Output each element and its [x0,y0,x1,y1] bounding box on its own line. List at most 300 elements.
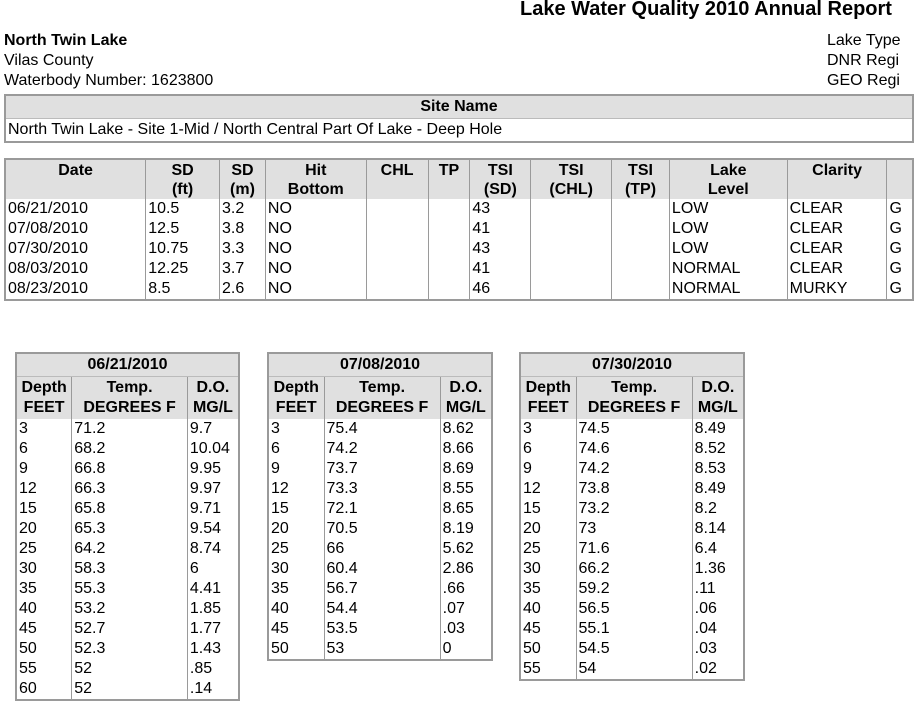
profile-row [16,459,239,479]
table-cell [612,259,670,279]
profile-row [520,559,744,579]
profile-cell: 65.8 [72,499,188,519]
table-cell [366,259,428,279]
column-header-line: CHL [380,162,414,179]
profile-cell: 52.7 [72,619,188,639]
profile-cell: 9.7 [187,419,239,439]
profile-row [268,419,492,439]
profile-row [16,539,239,559]
profile-row [268,479,492,499]
profile-cell: 54.5 [576,639,692,659]
profile-row [520,599,744,619]
profile-row [520,439,744,459]
profile-cell: 52.3 [72,639,188,659]
profile-cell: 20 [523,520,541,537]
profile-cell: 53 [324,639,440,660]
profile-cell: 60 [19,680,37,697]
profile-cell: 35 [523,580,541,597]
profile-cell: 66 [324,539,440,559]
profile-row [268,559,492,579]
profile-cell: 54.4 [324,599,440,619]
profile-cell: 1.36 [692,559,744,579]
profile-row [268,619,492,639]
table-row [5,239,913,259]
column-header-line: (m) [230,181,255,198]
table-cell: NO [265,279,366,300]
profile-cell: 60.4 [324,559,440,579]
table-cell: 07/08/2010 [8,220,89,237]
profile-cell: 55.1 [576,619,692,639]
profile-cell: 3 [19,420,28,437]
profile-cell: 8.69 [440,459,492,479]
table-cell [366,199,428,219]
profile-cell: 8.74 [187,539,239,559]
table-cell [612,279,670,300]
profile-cell: 6 [523,440,532,457]
column-header-line: TSI [487,162,513,179]
profile-cell: 58.3 [72,559,188,579]
profile-header-line: Temp. [106,379,153,396]
profile-cell: 2.86 [440,559,492,579]
profile-cell: 9.97 [187,479,239,499]
profile-cell: 74.6 [576,439,692,459]
profile-column-header [268,377,324,420]
profile-cell: 20 [271,520,289,537]
profile-cell: 3 [523,420,532,437]
dnr-region-label: DNR Regi [827,52,900,69]
report-title: Lake Water Quality 2010 Annual Report [520,0,892,20]
profile-cell: 75.4 [324,419,440,439]
profile-row [268,459,492,479]
site-name-table [4,94,914,143]
table-cell: G [887,259,913,279]
profile-row [520,519,744,539]
table-cell: 46 [470,279,531,300]
table-row [5,279,913,300]
column-header [265,159,366,199]
column-header-line: Level [707,181,749,198]
table-cell: 3.8 [220,219,266,239]
profile-cell: .02 [692,659,744,680]
profile-cell: 45 [271,620,289,637]
profile-date: 07/30/2010 [520,353,744,377]
profile-table-3 [519,352,745,681]
profile-row [520,659,744,680]
profile-cell: 30 [19,560,37,577]
table-cell: G [887,199,913,219]
profile-cell: 15 [523,500,541,517]
profile-cell: .66 [440,579,492,599]
column-header-line: TP [438,162,460,179]
table-cell: NO [265,239,366,259]
profile-cell: 66.2 [576,559,692,579]
profile-cell: .14 [187,679,239,700]
column-header-line: (SD) [483,181,517,198]
profile-cell: 15 [19,500,37,517]
profile-cell: 52 [72,679,188,700]
profile-cell: 56.5 [576,599,692,619]
profile-cell: 71.2 [72,419,188,439]
profile-cell: 35 [271,580,289,597]
profile-cell: 9 [523,460,532,477]
profile-cell: 1.85 [187,599,239,619]
profile-header-line: FEET [275,399,317,416]
column-header-line: (CHL) [549,181,593,198]
profile-header-line: Depth [525,379,571,396]
profile-row [16,519,239,539]
profile-header-line: MG/L [697,399,738,416]
profile-cell: 1.77 [187,619,239,639]
column-header-line: SD [171,162,194,179]
profile-column-header [324,377,440,420]
column-header [366,159,428,199]
lake-type-label: Lake Type [827,32,901,49]
table-cell: NO [265,219,366,239]
table-cell: CLEAR [787,199,887,219]
profile-table-2 [267,352,493,661]
column-header-line [6,180,145,199]
profile-row [16,559,239,579]
profile-column-header [72,377,188,420]
table-cell [531,279,612,300]
profile-header-line: DEGREES F [83,399,176,416]
secchi-data-table [4,158,914,301]
table-cell [366,219,428,239]
column-header-line [429,180,470,199]
profile-cell: 4.41 [187,579,239,599]
table-cell: 2.6 [220,279,266,300]
table-cell: 12.5 [146,219,220,239]
column-header [146,159,220,199]
column-header [5,159,146,199]
table-cell [366,239,428,259]
profile-cell: 65.3 [72,519,188,539]
profile-row [520,479,744,499]
table-cell: NORMAL [669,279,787,300]
table-cell: CLEAR [787,239,887,259]
table-cell: 07/30/2010 [8,240,89,257]
table-row [5,259,913,279]
column-header [220,159,266,199]
profile-cell: 8.49 [692,419,744,439]
profile-header-line: DEGREES F [335,399,429,416]
profile-cell: .07 [440,599,492,619]
table-cell: 43 [470,239,531,259]
profile-cell: 50 [271,640,289,657]
table-cell [531,199,612,219]
column-header-line: SD [231,162,254,179]
column-header-line [887,180,912,199]
lake-meta-labels [827,31,901,91]
profile-date: 06/21/2010 [16,353,239,377]
profile-cell: .03 [440,619,492,639]
profile-cell: 0 [440,639,492,660]
waterbody-number: Waterbody Number: 1623800 [4,72,214,89]
profile-cell: 3 [271,420,280,437]
profile-cell: 9.71 [187,499,239,519]
table-cell: NO [265,199,366,219]
profile-cell: 40 [19,600,37,617]
profile-cell: 20 [19,520,37,537]
profile-cell: .06 [692,599,744,619]
profile-header-line: Temp. [611,379,658,396]
column-header [612,159,670,199]
profile-row [16,619,239,639]
profile-row [16,659,239,679]
table-cell [428,279,470,300]
profile-header-line: FEET [527,399,569,416]
profile-row [268,639,492,660]
profile-header-line: D.O. [701,379,735,396]
profile-cell: 12 [523,480,541,497]
profile-cell: 72.1 [324,499,440,519]
column-header-line: (ft) [171,181,194,198]
table-cell: 3.7 [220,259,266,279]
column-header [787,159,887,199]
profile-header-line: MG/L [192,399,233,416]
profile-row [520,619,744,639]
profile-cell: 74.5 [576,419,692,439]
profile-header-line: MG/L [445,399,486,416]
profile-cell: 45 [19,620,37,637]
table-cell: G [887,279,913,300]
column-header [428,159,470,199]
profile-cell: 56.7 [324,579,440,599]
table-cell [531,219,612,239]
table-cell: LOW [669,219,787,239]
profile-cell: 73.7 [324,459,440,479]
profile-header-line: Depth [21,379,67,396]
site-name-header: Site Name [5,95,913,119]
column-header [470,159,531,199]
profile-cell: 5.62 [440,539,492,559]
column-header [669,159,787,199]
profile-row [268,539,492,559]
geo-region-label: GEO Regi [827,72,900,89]
profile-cell: 9.54 [187,519,239,539]
table-cell: NO [265,259,366,279]
profile-cell: .04 [692,619,744,639]
table-cell [428,219,470,239]
profile-row [16,419,239,439]
table-cell: 08/23/2010 [8,280,89,297]
profile-cell: 8.65 [440,499,492,519]
profile-row [16,639,239,659]
profile-row [268,599,492,619]
county: Vilas County [4,52,94,69]
profile-cell: 8.66 [440,439,492,459]
profile-table-1 [15,352,240,701]
profile-row [268,499,492,519]
profile-cell: 30 [523,560,541,577]
profile-cell: 8.53 [692,459,744,479]
profile-cell: 6.4 [692,539,744,559]
table-cell [531,239,612,259]
table-cell: CLEAR [787,259,887,279]
profile-cell: 73.3 [324,479,440,499]
profile-row [16,499,239,519]
column-header-line: (TP) [624,181,657,198]
profile-row [268,579,492,599]
profile-cell: 52 [72,659,188,679]
column-header-line: Clarity [812,162,862,179]
profile-cell: 66.8 [72,459,188,479]
profile-cell: 59.2 [576,579,692,599]
profile-cell: 25 [271,540,289,557]
table-cell [531,259,612,279]
table-cell: LOW [669,199,787,219]
profile-cell: 73.8 [576,479,692,499]
table-cell: LOW [669,239,787,259]
profile-row [16,679,239,700]
profile-column-header [692,377,744,420]
profile-header-line: DEGREES F [587,399,681,416]
profile-header-line: Depth [273,379,319,396]
profile-cell: 73.2 [576,499,692,519]
table-cell: 10.75 [146,239,220,259]
profile-cell: 8.49 [692,479,744,499]
profile-column-header [576,377,692,420]
profile-header-line: D.O. [449,379,483,396]
table-cell: 06/21/2010 [8,200,89,217]
table-cell [612,199,670,219]
column-header-line: Bottom [287,181,344,198]
column-header [531,159,612,199]
table-cell [428,199,470,219]
column-header-line [887,161,912,180]
column-header-line: Date [58,162,93,179]
column-header-line [367,180,428,199]
profile-cell: 25 [19,540,37,557]
profile-cell: .03 [692,639,744,659]
profile-cell: 50 [19,640,37,657]
profile-cell: 10.04 [187,439,239,459]
profile-cell: 55 [19,660,37,677]
profile-cell: 73 [576,519,692,539]
profile-cell: 6 [187,559,239,579]
profile-cell: 8.14 [692,519,744,539]
profile-header-line: FEET [23,399,65,416]
profile-cell: 55 [523,660,541,677]
profile-row [16,579,239,599]
table-row [5,199,913,219]
profile-cell: 9.95 [187,459,239,479]
profile-cell: 40 [523,600,541,617]
profile-cell: 15 [271,500,289,517]
profile-column-header [440,377,492,420]
table-cell: 8.5 [146,279,220,300]
profile-cell: 50 [523,640,541,657]
table-cell: NORMAL [669,259,787,279]
table-cell: CLEAR [787,219,887,239]
profile-cell: .85 [187,659,239,679]
profile-row [16,599,239,619]
profile-cell: 6 [271,440,280,457]
profile-cell: 12 [19,480,37,497]
profile-cell: 40 [271,600,289,617]
column-header-line: TSI [558,162,584,179]
profile-cell: 55.3 [72,579,188,599]
table-cell: G [887,219,913,239]
table-cell: 41 [470,259,531,279]
profile-cell: 35 [19,580,37,597]
table-cell [612,219,670,239]
column-header-line [788,180,887,199]
profile-row [520,459,744,479]
profile-row [520,579,744,599]
profile-date: 07/08/2010 [268,353,492,377]
table-cell: 3.3 [220,239,266,259]
column-header-line: Hit [305,162,327,179]
table-cell: 3.2 [220,199,266,219]
table-cell: 41 [470,219,531,239]
profile-cell: 9 [19,460,28,477]
profile-cell: 54 [576,659,692,680]
profile-cell: 12 [271,480,289,497]
profile-row [16,479,239,499]
profile-row [520,419,744,439]
profile-cell: 8.19 [440,519,492,539]
profile-cell: 8.55 [440,479,492,499]
profile-row [520,639,744,659]
lake-info [4,31,213,91]
profile-row [268,519,492,539]
profile-cell: .11 [692,579,744,599]
profile-cell: 70.5 [324,519,440,539]
profile-cell: 71.6 [576,539,692,559]
profile-cell: 68.2 [72,439,188,459]
profile-cell: 6 [19,440,28,457]
table-cell: 43 [470,199,531,219]
profile-cell: 8.62 [440,419,492,439]
profile-cell: 30 [271,560,289,577]
column-header-line: TSI [628,162,653,179]
profile-cell: 45 [523,620,541,637]
table-row [5,219,913,239]
table-cell: 10.5 [146,199,220,219]
profile-column-header [520,377,576,420]
profile-cell: 8.52 [692,439,744,459]
profile-cell: 25 [523,540,541,557]
profile-row [520,539,744,559]
table-cell [612,239,670,259]
profile-cell: 1.43 [187,639,239,659]
profile-header-line: D.O. [196,379,230,396]
profile-cell: 74.2 [324,439,440,459]
profile-cell: 74.2 [576,459,692,479]
profile-row [268,439,492,459]
profile-row [16,439,239,459]
table-cell [366,279,428,300]
profile-column-header [16,377,72,420]
site-name-value: North Twin Lake - Site 1-Mid / North Central Part Of Lake - Deep Hole [8,121,503,138]
profile-cell: 53.2 [72,599,188,619]
profile-cell: 66.3 [72,479,188,499]
profile-cell: 53.5 [324,619,440,639]
profile-row [520,499,744,519]
table-cell: 12.25 [146,259,220,279]
column-header [887,159,913,199]
lake-name: North Twin Lake [4,32,128,49]
column-header-line: Lake [710,162,747,179]
table-cell: MURKY [787,279,887,300]
profile-cell: 9 [271,460,280,477]
table-cell: G [887,239,913,259]
profile-column-header [187,377,239,420]
profile-cell: 64.2 [72,539,188,559]
table-cell [428,259,470,279]
table-cell: 08/03/2010 [8,260,89,277]
